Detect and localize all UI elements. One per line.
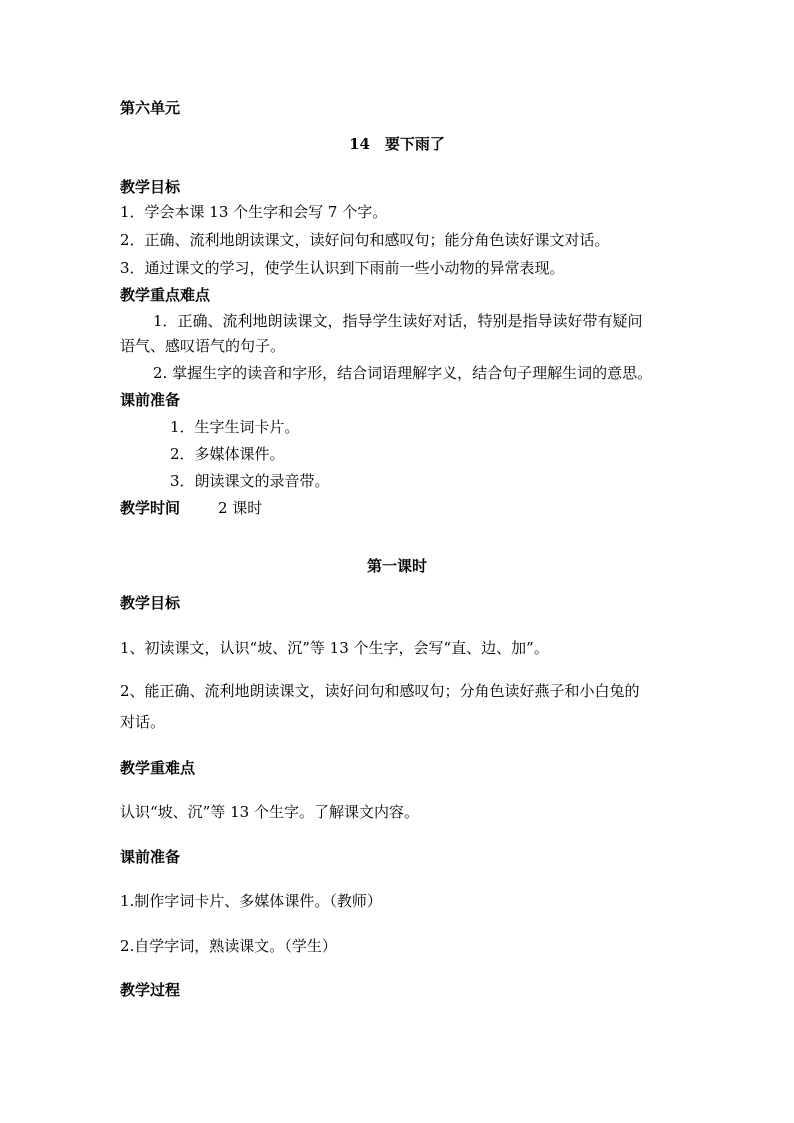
period-prep-heading: 课前准备	[120, 848, 181, 866]
period-goal-2-line-2: 对话。	[120, 713, 166, 731]
period-key-text: 认识“坡、沉”等 13 个生字。了解课文内容。	[120, 803, 419, 821]
time-value: 2 课时	[218, 499, 263, 517]
goal-item-1: 1．学会本课 13 个生字和会写 7 个字。	[120, 203, 388, 221]
prep-item-1: 1．生字生词卡片。	[170, 418, 300, 436]
key-point-1-line-2: 语气、感叹语气的句子。	[120, 337, 286, 355]
period-goal-1: 1、初读课文，认识“坡、沉”等 13 个生字，会写“直、边、加”。	[120, 639, 549, 657]
period-key-heading: 教学重难点	[120, 759, 196, 777]
prep-item-3: 3．朗读课文的录音带。	[170, 472, 330, 490]
lesson-title: 14 要下雨了	[349, 135, 445, 153]
period-title: 第一课时	[366, 557, 427, 575]
period-prep-item-1: 1.制作字词卡片、多媒体课件。（教师）	[120, 892, 382, 910]
key-points-heading: 教学重点难点	[120, 286, 211, 304]
goals-heading: 教学目标	[120, 178, 181, 196]
period-prep-item-2: 2.自学字词，熟读课文。（学生）	[120, 937, 337, 955]
prep-heading: 课前准备	[120, 391, 181, 409]
prep-item-2: 2．多媒体课件。	[170, 445, 285, 463]
unit-title: 第六单元	[120, 99, 181, 117]
goal-item-3: 3．通过课文的学习，使学生认识到下雨前一些小动物的异常表现。	[120, 259, 565, 277]
key-point-2: 2. 掌握生字的读音和字形，结合词语理解字义，结合句子理解生词的意思。	[153, 364, 653, 382]
time-heading: 教学时间	[120, 499, 181, 517]
period-goal-2-line-1: 2、能正确、流利地朗读课文，读好问句和感叹句；分角色读好燕子和小白兔的	[120, 682, 640, 700]
period-process-heading: 教学过程	[120, 981, 181, 999]
key-point-1-line-1: 1．正确、流利地朗读课文，指导学生读好对话，特别是指导读好带有疑问	[153, 312, 643, 330]
goal-item-2: 2．正确、流利地朗读课文，读好问句和感叹句；能分角色读好课文对话。	[120, 231, 610, 249]
period-goals-heading: 教学目标	[120, 594, 181, 612]
